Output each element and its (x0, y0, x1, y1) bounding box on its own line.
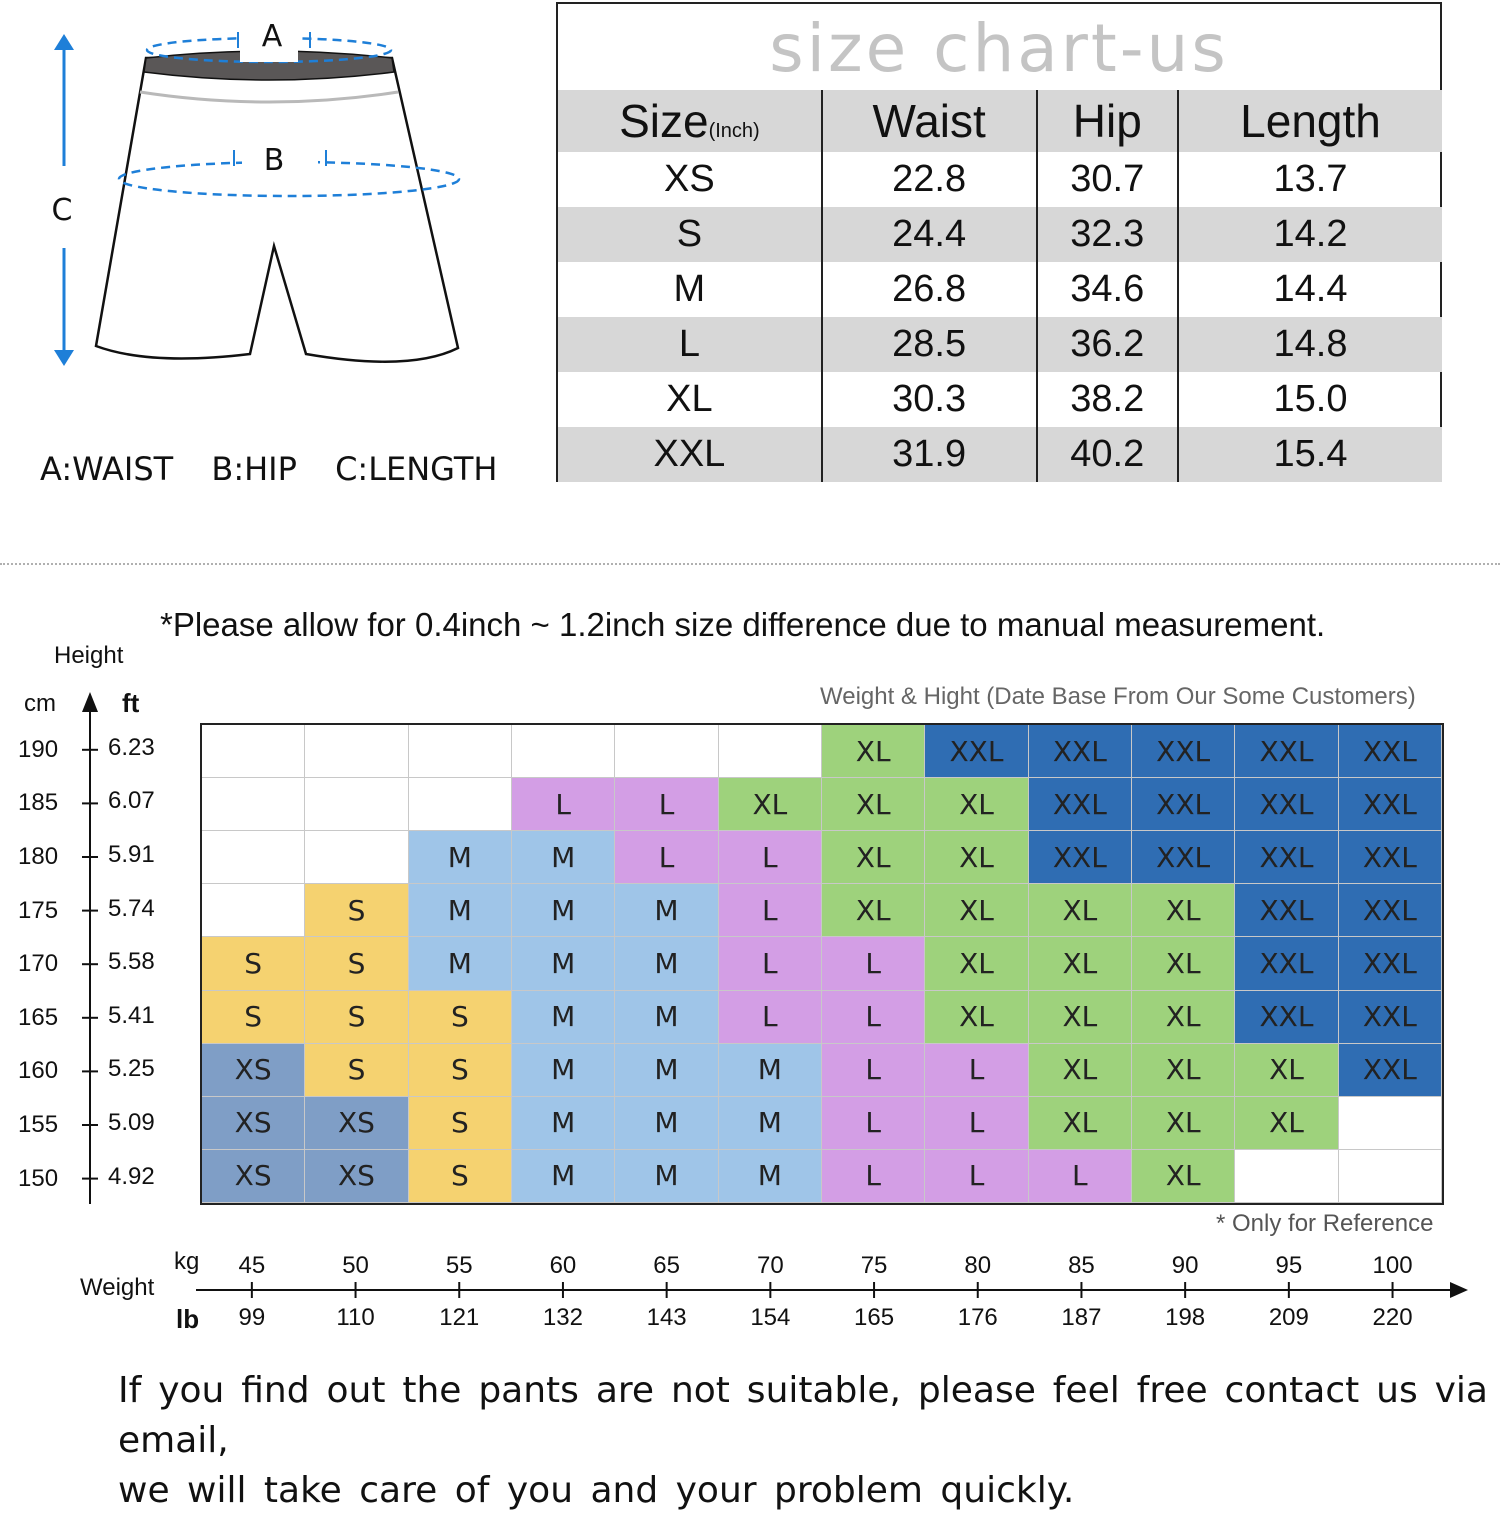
grid-cell: XL (1029, 1097, 1132, 1150)
cell-length: 15.0 (1178, 372, 1442, 427)
cell-size: L (558, 317, 822, 372)
size-table-grid (558, 90, 1442, 482)
grid-cell: XL (925, 884, 1028, 937)
weight-lb-tick: 220 (1372, 1304, 1413, 1331)
section-divider (0, 563, 1500, 565)
table-row (558, 317, 1442, 372)
grid-cell: M (615, 884, 718, 937)
cell-size: XL (666, 378, 713, 420)
height-ft-tick: 5.25 (108, 1055, 155, 1083)
legend-length: C:LENGTH (335, 450, 498, 488)
grid-cell: M (719, 1097, 822, 1150)
grid-cell: M (512, 1150, 615, 1203)
height-axis-arrow (82, 692, 98, 712)
height-ft-tick: 5.91 (108, 841, 155, 868)
weight-lb-tick: 165 (854, 1304, 895, 1331)
grid-cell: S (409, 991, 512, 1044)
grid-cell (512, 725, 615, 778)
grid-cell: S (409, 1097, 512, 1150)
height-ft-tick: 5.41 (108, 1001, 155, 1029)
grid-cell: M (615, 1097, 718, 1150)
weight-kg-tick: 70 (756, 1252, 784, 1279)
shorts-measurement-diagram (30, 20, 510, 380)
cell-hip: 40.2 (1037, 427, 1179, 482)
cell-waist: 22.8 (822, 152, 1037, 207)
grid-cell: XXL (1339, 991, 1442, 1044)
height-cm-tick: 185 (18, 789, 59, 817)
height-cm-tick: 190 (18, 735, 59, 763)
cell-hip: 34.6 (1037, 262, 1179, 317)
grid-cell (719, 725, 822, 778)
table-row (558, 152, 1442, 207)
weight-kg-tick: 80 (964, 1252, 992, 1279)
cell-waist: 28.5 (822, 317, 1037, 372)
grid-cell: XXL (1029, 778, 1132, 831)
weight-lb-tick: 99 (238, 1304, 266, 1331)
cell-length: 13.7 (1178, 152, 1442, 207)
measurement-note: *Please allow for 0.4inch ~ 1.2inch size difference due to manual measurement. (160, 606, 1326, 643)
grid-cell: XL (1029, 1044, 1132, 1097)
weight-axis-label: Weight (80, 1274, 155, 1301)
grid-cell: S (305, 1044, 408, 1097)
height-cm-tick: 180 (18, 843, 59, 870)
weight-kg-tick: 90 (1171, 1252, 1199, 1279)
grid-cell: XXL (925, 725, 1028, 778)
height-ft-tick: 5.74 (108, 894, 155, 922)
height-cm-tick: 170 (18, 950, 59, 978)
grid-cell: S (409, 1044, 512, 1097)
cell-hip: 30.7 (1037, 152, 1179, 207)
grid-cell (202, 884, 305, 937)
table-title: size chart-us (769, 10, 1229, 87)
footer-line-2: we will take care of you and your problem quickly. (118, 1470, 1075, 1511)
legend-hip: B:HIP (211, 450, 297, 488)
weight-lb-tick: 154 (750, 1304, 791, 1331)
table-row (558, 372, 1442, 427)
grid-cell: XL (1132, 1044, 1235, 1097)
grid-cell: L (822, 1097, 925, 1150)
header-unit: (Inch) (708, 120, 760, 142)
grid-cell: XXL (1235, 725, 1338, 778)
weight-kg-tick: 75 (860, 1252, 888, 1279)
grid-cell: XL (925, 937, 1028, 990)
grid-cell: XL (822, 884, 925, 937)
cell-length: 14.2 (1178, 207, 1442, 262)
grid-cell (305, 778, 408, 831)
grid-cell: S (305, 884, 408, 937)
cell-size: XS (664, 158, 715, 200)
grid-cell: M (512, 884, 615, 937)
grid-cell: XL (1029, 884, 1132, 937)
grid-cell: XXL (1029, 725, 1132, 778)
grid-cell: XS (305, 1097, 408, 1150)
cell-hip: 36.2 (1037, 317, 1179, 372)
grid-cell: XXL (1029, 831, 1132, 884)
grid-cell: XXL (1132, 725, 1235, 778)
weight-axis-arrow (1450, 1282, 1468, 1298)
grid-cell: M (719, 1150, 822, 1203)
weight-kg-tick: 45 (238, 1252, 266, 1279)
grid-cell: M (615, 1150, 718, 1203)
grid-cell: L (719, 937, 822, 990)
grid-cell: XXL (1132, 831, 1235, 884)
cm-unit-label: cm (24, 690, 56, 717)
grid-cell: M (512, 1044, 615, 1097)
header-size-label: Size (619, 95, 709, 147)
grid-cell: L (719, 991, 822, 1044)
grid-cell: XL (822, 725, 925, 778)
weight-lb-tick: 198 (1165, 1304, 1206, 1331)
grid-cell: XXL (1339, 937, 1442, 990)
weight-lb-tick: 121 (439, 1304, 480, 1331)
grid-cell: XXL (1339, 1044, 1442, 1097)
cell-waist: 30.3 (822, 372, 1037, 427)
weight-lb-tick: 187 (1061, 1304, 1102, 1331)
grid-cell: XL (1235, 1044, 1338, 1097)
reference-note: * Only for Reference (1216, 1210, 1434, 1237)
cell-length: 15.4 (1178, 427, 1442, 482)
grid-cell (615, 725, 718, 778)
cell-size: M (673, 268, 706, 310)
grid-cell: L (822, 937, 925, 990)
grid-cell: L (719, 831, 822, 884)
cell-length: 14.4 (1178, 262, 1442, 317)
grid-cell: XL (1235, 1097, 1338, 1150)
height-axis-label: Height (54, 642, 124, 669)
cell-size: XXL (558, 427, 822, 482)
cell-length: 14.8 (1178, 317, 1442, 372)
grid-cell: L (822, 1044, 925, 1097)
grid-cell: M (409, 884, 512, 937)
weight-lb-tick: 132 (542, 1304, 583, 1331)
grid-cell: S (305, 991, 408, 1044)
weight-lb-tick: 110 (336, 1304, 375, 1331)
weight-kg-tick: 65 (653, 1252, 680, 1279)
grid-cell (409, 778, 512, 831)
cell-waist: 26.8 (822, 262, 1037, 317)
grid-cell: XL (925, 991, 1028, 1044)
grid-cell (1339, 1150, 1442, 1203)
grid-cell: XXL (1235, 991, 1338, 1044)
grid-cell (1235, 1150, 1338, 1203)
height-ft-tick: 6.23 (108, 733, 155, 761)
grid-cell: XXL (1339, 884, 1442, 937)
grid-cell: L (1029, 1150, 1132, 1203)
cell-hip: 38.2 (1037, 372, 1179, 427)
grid-cell: XL (1132, 937, 1235, 990)
cell-waist: 24.4 (822, 207, 1037, 262)
table-header-row (558, 90, 1442, 152)
grid-cell: L (822, 991, 925, 1044)
grid-cell: L (615, 831, 718, 884)
grid-cell: XL (925, 831, 1028, 884)
grid-cell (305, 725, 408, 778)
grid-cell: M (512, 831, 615, 884)
kg-unit-label: kg (174, 1248, 200, 1275)
header-size (558, 90, 822, 152)
table-row (558, 207, 1442, 262)
weight-lb-tick: 176 (957, 1304, 998, 1331)
grid-cell: XXL (1235, 778, 1338, 831)
height-cm-tick: 155 (18, 1111, 59, 1138)
weight-kg-tick: 60 (549, 1252, 577, 1279)
grid-cell: L (925, 1150, 1028, 1203)
grid-cell: XXL (1235, 831, 1338, 884)
cell-waist: 31.9 (822, 427, 1037, 482)
grid-cell: XL (1029, 991, 1132, 1044)
weight-lb-tick: 143 (646, 1304, 687, 1331)
grid-cell: XL (1132, 991, 1235, 1044)
header-length: Length (1178, 90, 1442, 152)
grid-cell: XL (822, 831, 925, 884)
ft-unit-label: ft (122, 688, 140, 718)
cell-size: S (558, 207, 822, 262)
grid-cell: XXL (1339, 778, 1442, 831)
weight-kg-tick: 50 (342, 1252, 369, 1279)
grid-cell: XXL (1235, 937, 1338, 990)
waist-letter: A (261, 20, 283, 54)
height-tick-marks (82, 750, 98, 1179)
footer-message (118, 1366, 1488, 1516)
chart-title: Weight & Hight (Date Base From Our Some Customers) (820, 683, 1416, 710)
size-recommendation-grid (200, 723, 1444, 1205)
grid-cell: XL (719, 778, 822, 831)
grid-cell: M (512, 991, 615, 1044)
grid-cell: XL (1029, 937, 1132, 990)
height-ft-tick: 4.92 (108, 1162, 155, 1190)
grid-cell: XL (1132, 1097, 1235, 1150)
grid-cell: M (615, 937, 718, 990)
height-cm-tick: 160 (18, 1057, 59, 1085)
height-cm-tick: 165 (18, 1003, 59, 1031)
grid-cell: S (409, 1150, 512, 1203)
grid-cell (202, 725, 305, 778)
header-waist: Waist (822, 90, 1037, 152)
grid-cell: XL (925, 778, 1028, 831)
grid-cell: XXL (1339, 725, 1442, 778)
weight-kg-tick: 55 (445, 1252, 473, 1279)
grid-cell (305, 831, 408, 884)
height-ft-tick: 5.09 (108, 1109, 155, 1136)
grid-cell: L (719, 884, 822, 937)
grid-cell: M (615, 1044, 718, 1097)
lb-unit-label: lb (176, 1304, 200, 1334)
grid-cell: M (512, 1097, 615, 1150)
grid-cell: L (925, 1044, 1028, 1097)
diagram-legend (40, 450, 523, 488)
table-row (558, 427, 1442, 482)
grid-cell: XXL (1339, 831, 1442, 884)
height-cm-tick: 175 (18, 896, 59, 924)
grid-cell: S (202, 937, 305, 990)
height-ft-tick: 6.07 (108, 787, 155, 815)
hip-letter: B (263, 143, 285, 178)
grid-cell (409, 725, 512, 778)
grid-cell: M (512, 937, 615, 990)
grid-cell: XS (202, 1097, 305, 1150)
header-hip: Hip (1037, 90, 1179, 152)
grid-cell (202, 831, 305, 884)
height-cm-tick: 150 (18, 1164, 59, 1192)
weight-kg-tick: 85 (1068, 1252, 1095, 1279)
grid-cell: XXL (1235, 884, 1338, 937)
grid-cell: L (925, 1097, 1028, 1150)
grid-cell: S (202, 991, 305, 1044)
grid-cell: M (409, 937, 512, 990)
weight-kg-tick: 100 (1372, 1252, 1413, 1279)
grid-cell: XL (1132, 1150, 1235, 1203)
shorts-outline (96, 58, 458, 362)
grid-cell (1339, 1097, 1442, 1150)
grid-cell: S (305, 937, 408, 990)
table-row (558, 262, 1442, 317)
height-ft-tick: 5.58 (108, 948, 155, 976)
cell-hip: 32.3 (1037, 207, 1179, 262)
legend-waist: A:WAIST (40, 450, 174, 488)
length-letter: C (51, 193, 73, 228)
footer-line-1: If you find out the pants are not suitable, please feel free contact us via email, (118, 1370, 1488, 1461)
grid-cell (202, 778, 305, 831)
grid-cell: XS (202, 1150, 305, 1203)
grid-cell: XL (1132, 884, 1235, 937)
grid-cell: L (822, 1150, 925, 1203)
grid-cell: XS (305, 1150, 408, 1203)
grid-cell: M (615, 991, 718, 1044)
grid-cell: L (615, 778, 718, 831)
weight-tick-marks (252, 1282, 1393, 1298)
size-chart-table (556, 2, 1442, 482)
grid-cell: XS (202, 1044, 305, 1097)
weight-kg-tick: 95 (1275, 1252, 1303, 1279)
grid-cell: XL (822, 778, 925, 831)
grid-cell: L (512, 778, 615, 831)
grid-cell: M (409, 831, 512, 884)
grid-cell: XXL (1132, 778, 1235, 831)
grid-cell: M (719, 1044, 822, 1097)
weight-lb-tick: 209 (1268, 1304, 1309, 1331)
